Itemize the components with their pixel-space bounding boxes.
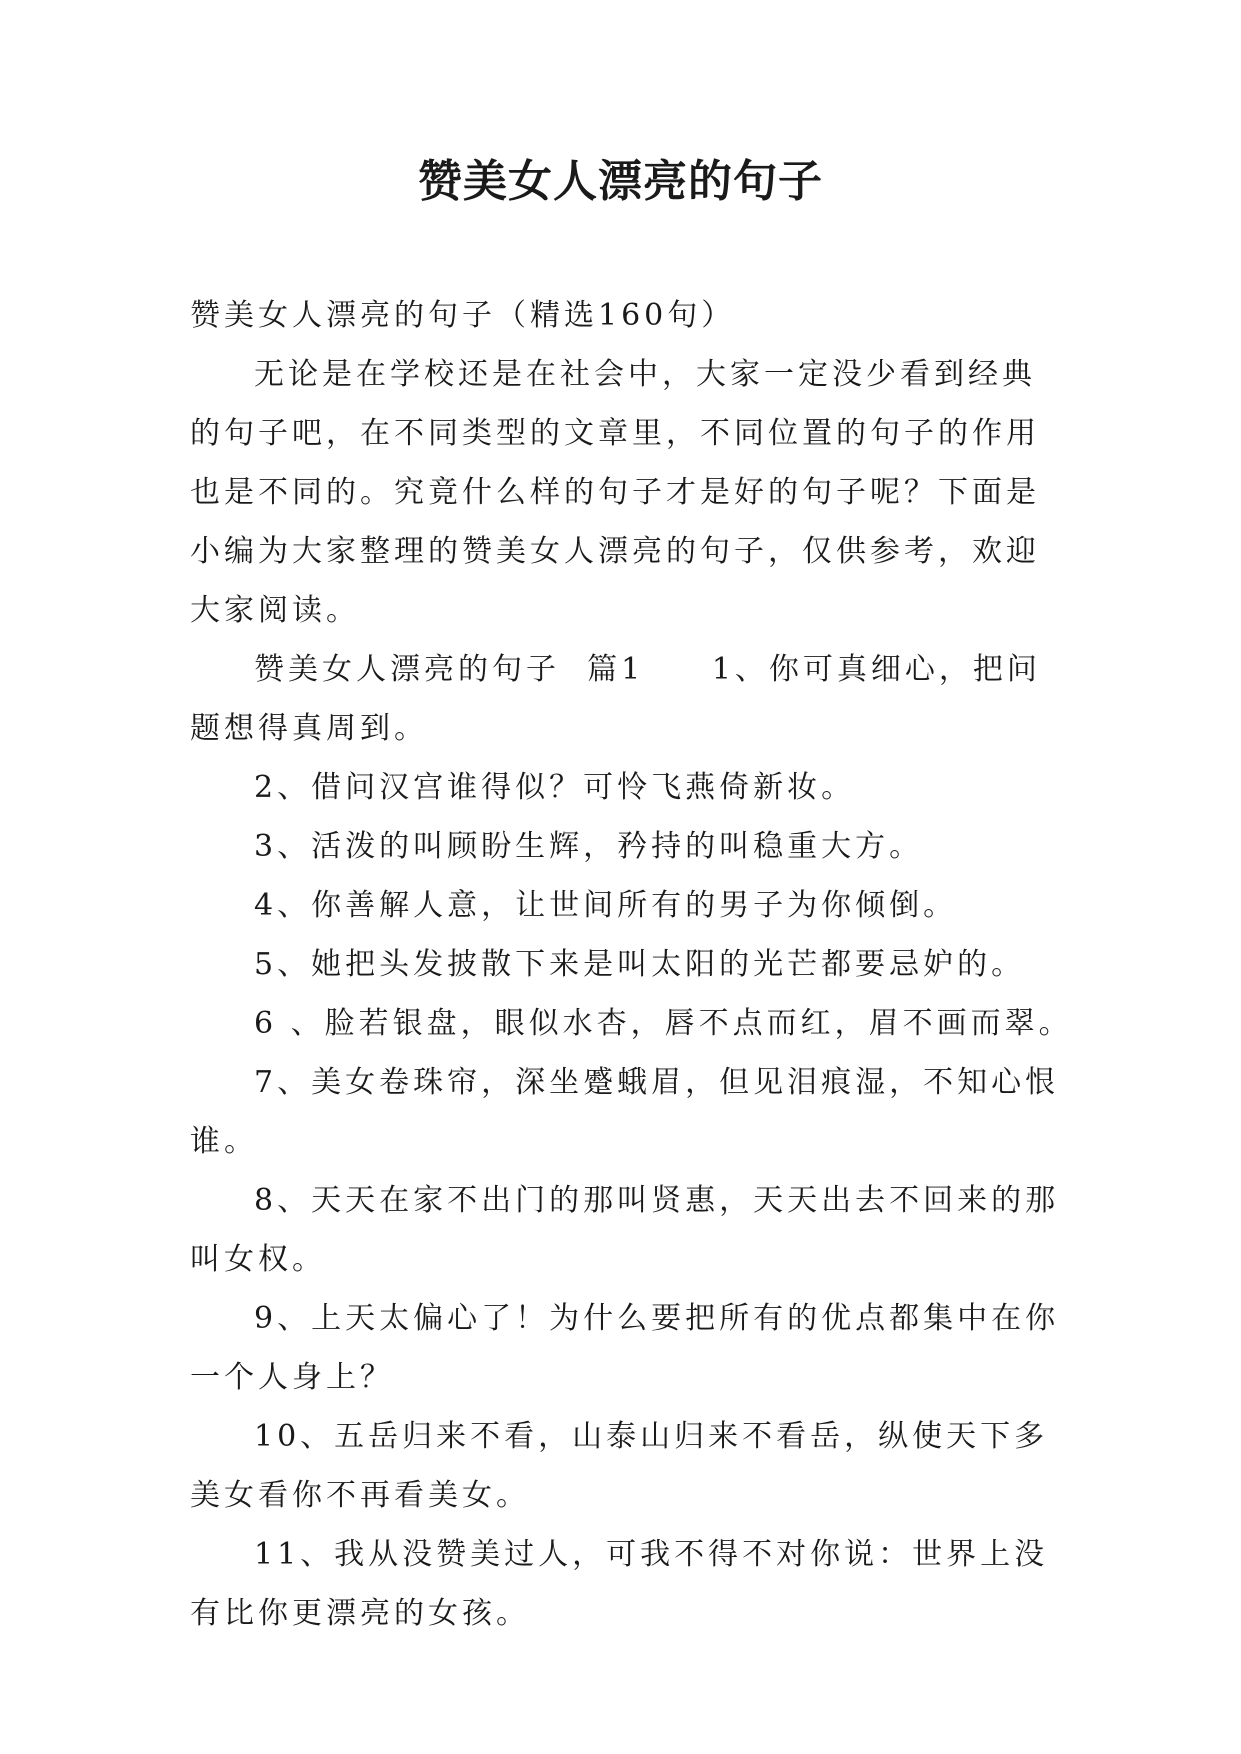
paragraph-9: 9、上天太偏心了！为什么要把所有的优点都集中在你一个人身上？ bbox=[190, 1301, 1060, 1395]
document-title: 赞美女人漂亮的句子 bbox=[418, 156, 823, 207]
paragraph-8: 8、天天在家不出门的那叫贤惠，天天出去不回来的那叫女权。 bbox=[190, 1183, 1060, 1277]
paragraph-1: 赞美女人漂亮的句子 篇1 1、你可真细心，把问题想得真周到。 bbox=[190, 652, 1041, 746]
paragraph-7: 7、美女卷珠帘，深坐蹙蛾眉，但见泪痕湿，不知心恨谁。 bbox=[190, 1065, 1060, 1159]
paragraph-10: 10、五岳归来不看，山泰山归来不看岳，纵使天下多美女看你不再看美女。 bbox=[190, 1419, 1049, 1513]
document-subtitle: 赞美女人漂亮的句子（精选160句） bbox=[190, 298, 736, 333]
document-body bbox=[190, 286, 1073, 1643]
intro-paragraph: 无论是在学校还是在社会中，大家一定没少看到经典的句子吧，在不同类型的文章里，不同位置的句子的作用也是不同的。究竟什么样的句子才是好的句子呢？下面是小编为大家整理的赞美女人漂亮的句子，仅供参考，欢迎大家阅读。 bbox=[190, 357, 1040, 628]
paragraph-2: 2、借问汉宫谁得似？可怜飞燕倚新妆。 bbox=[254, 770, 856, 805]
paragraph-11: 11、我从没赞美过人，可我不得不对你说：世界上没有比你更漂亮的女孩。 bbox=[190, 1537, 1049, 1631]
paragraph-3: 3、活泼的叫顾盼生辉，矜持的叫稳重大方。 bbox=[254, 829, 924, 864]
paragraph-5: 5、她把头发披散下来是叫太阳的光芒都要忌妒的。 bbox=[254, 947, 1026, 982]
paragraph-4: 4、你善解人意，让世间所有的男子为你倾倒。 bbox=[254, 888, 958, 923]
paragraph-6: 6 、脸若银盘，眼似水杏，唇不点而红，眉不画而翠。 bbox=[254, 1006, 1073, 1041]
